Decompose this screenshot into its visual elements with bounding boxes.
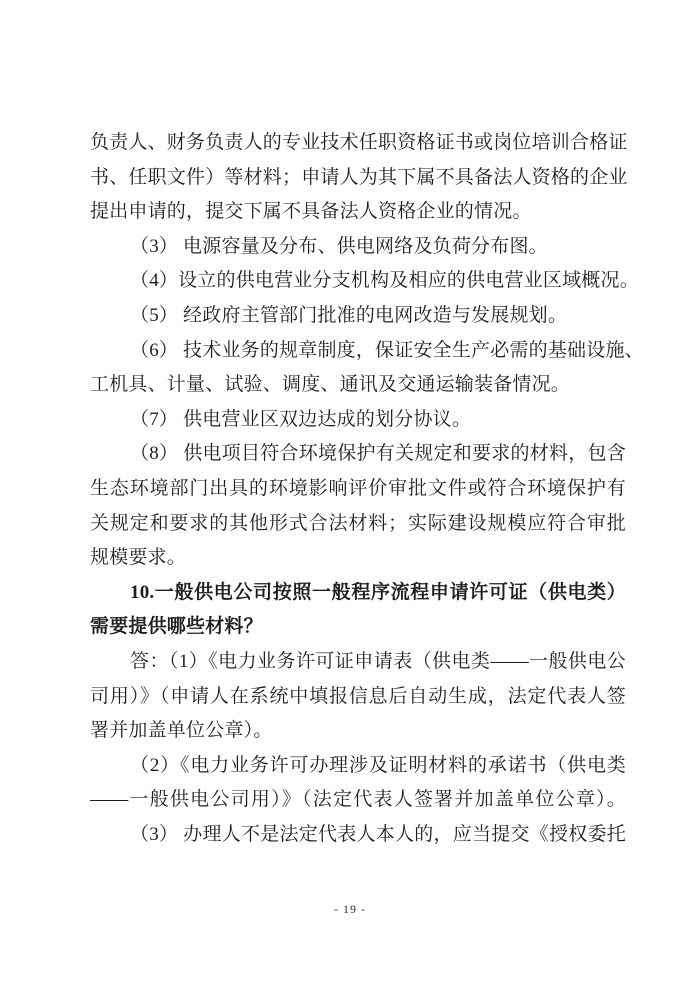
- answer-item-2: （2）《电力业务许可办理涉及证明材料的承诺书（供电类: [130, 754, 626, 776]
- answer-line: 署并加盖单位公章）。: [90, 720, 273, 742]
- answer-line: 司用）》（申请人在系统中填报信息后自动生成，法定代表人签: [90, 685, 626, 707]
- list-item-7: （7） 供电营业区双边达成的划分协议。: [130, 408, 472, 430]
- list-item-6: （6） 技术业务的规章制度，保证安全生产必需的基础设施、: [130, 339, 644, 361]
- page-footer: [0, 900, 700, 918]
- paragraph-line: 负责人、财务负责人的专业技术任职资格证书或岗位培训合格证: [90, 132, 628, 153]
- paragraph-line: 关规定和要求的其他形式合法材料；实际建设规模应符合审批: [90, 512, 626, 534]
- answer-line: 答：（1）《电力业务许可证申请表（供电类——一般供电公: [130, 650, 626, 672]
- answer-item-3: （3） 办理人不是法定代表人本人的，应当提交《授权委托: [130, 823, 626, 845]
- page-number: - 19 -: [334, 902, 366, 916]
- list-item-3: （3） 电源容量及分布、供电网络及负荷分布图。: [130, 235, 548, 257]
- question-heading-continued: 需要提供哪些材料？: [90, 616, 263, 638]
- list-item-5: （5） 经政府主管部门批准的电网改造与发展规划。: [130, 304, 568, 326]
- paragraph-line: 生态环境部门出具的环境影响评价审批文件或符合环境保护有: [90, 477, 626, 499]
- paragraph-line: 工机具、计量、试验、调度、通讯及交通运输装备情况。: [90, 374, 571, 396]
- paragraph-line: 提出申请的，提交下属不具备法人资格企业的情况。: [90, 201, 532, 223]
- paragraph-line: 规模要求。: [90, 547, 187, 569]
- document-body: [90, 126, 644, 852]
- list-item-4: （4）设立的供电营业分支机构及相应的供电营业区域概况。: [130, 270, 639, 292]
- question-heading: 10.一般供电公司按照一般程序流程申请许可证（供电类）: [130, 581, 626, 603]
- paragraph-line: 书、任职文件）等材料；申请人为其下属不具备法人资格的企业: [90, 166, 628, 188]
- answer-line: ——一般供电公司用）》（法定代表人签署并加盖单位公章）。: [90, 789, 626, 811]
- list-item-8: （8） 供电项目符合环境保护有关规定和要求的材料，包含: [130, 443, 626, 465]
